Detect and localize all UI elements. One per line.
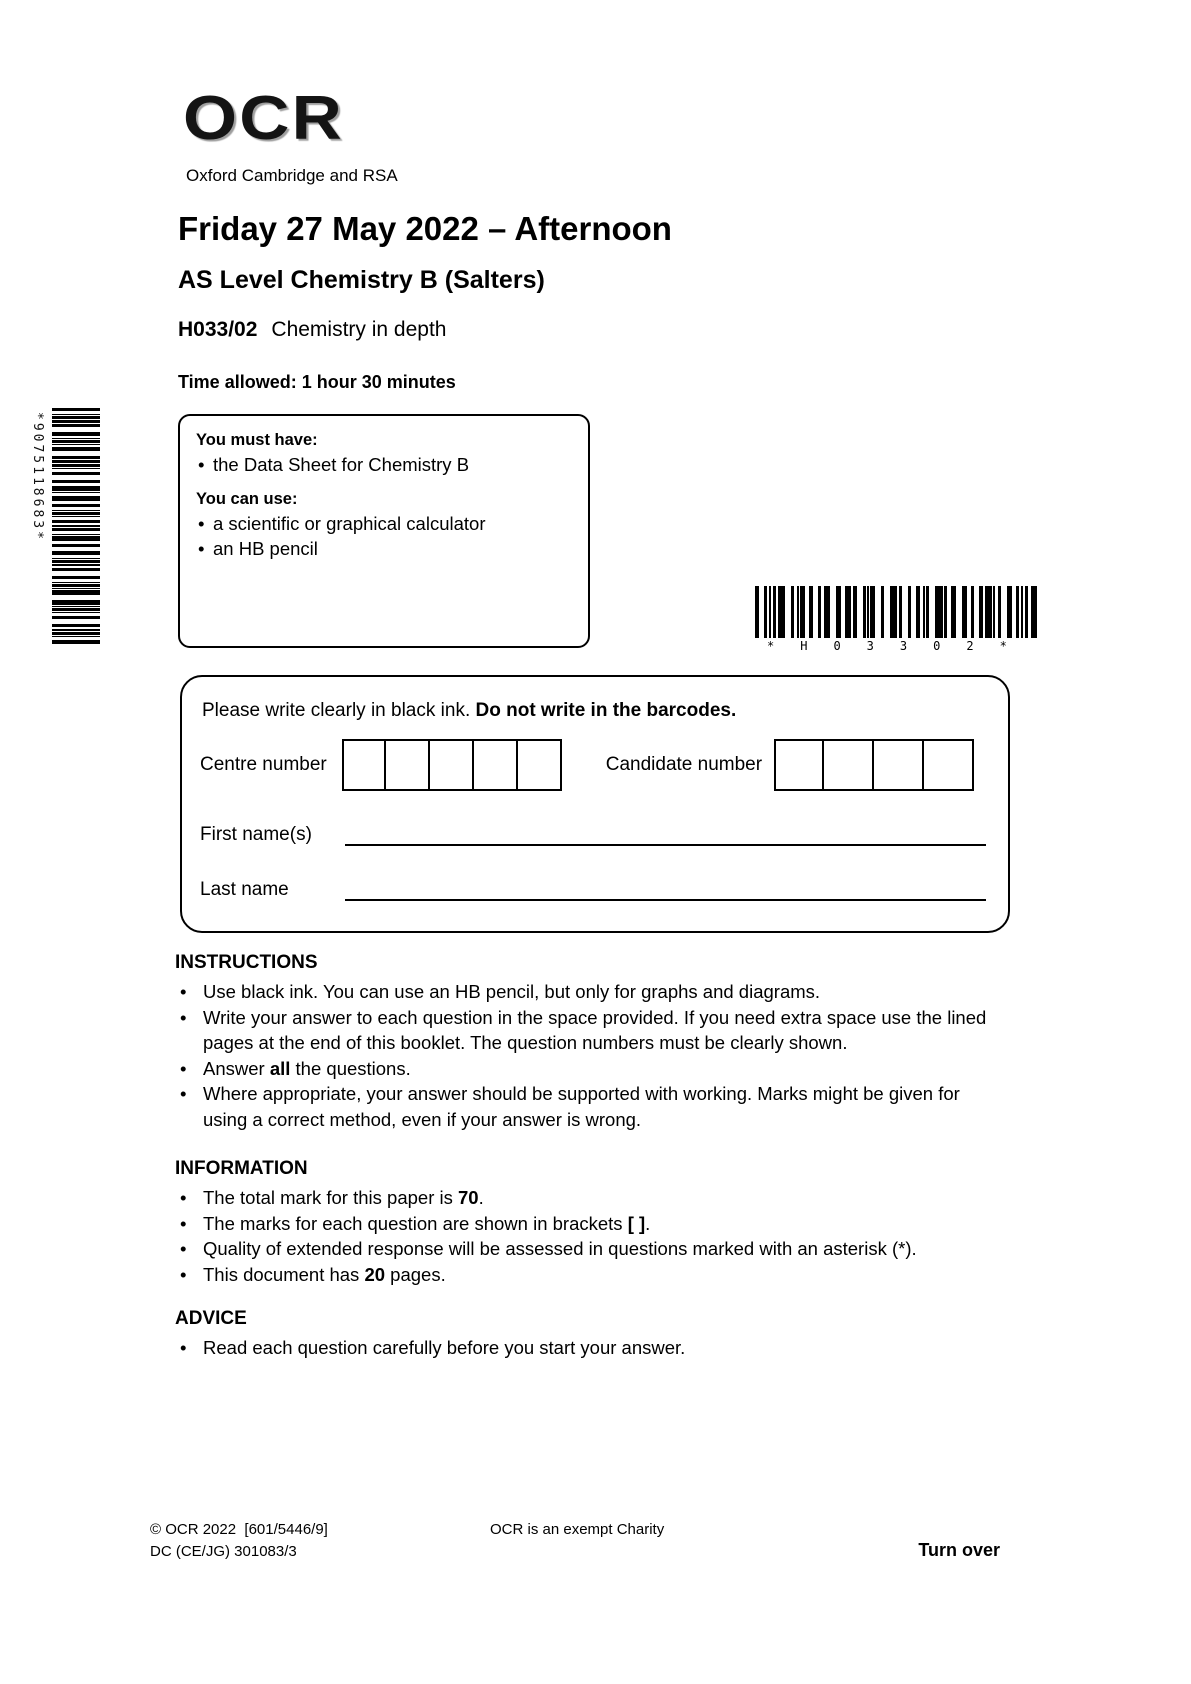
instructions-heading: INSTRUCTIONS — [175, 952, 318, 973]
dc-code-line: DC (CE/JG) 301083/3 — [150, 1543, 297, 1560]
paper-code: H033/02 — [178, 318, 258, 341]
qualification-title: AS Level Chemistry B (Salters) — [178, 266, 545, 294]
ocr-tagline: Oxford Cambridge and RSA — [186, 166, 398, 185]
footer-charity: OCR is an exempt Charity — [490, 1521, 665, 1538]
candidate-details-box — [180, 675, 1010, 933]
centre-number-label: Centre number — [200, 754, 327, 775]
paper-barcode — [755, 586, 1039, 653]
side-barcode-text: *9075118683* — [30, 412, 45, 542]
information-item: • The total mark for this paper is 70. — [175, 1185, 997, 1211]
number-cell[interactable] — [518, 739, 562, 791]
advice-section — [175, 1308, 997, 1361]
number-cell[interactable] — [824, 739, 874, 791]
last-name-field[interactable] — [345, 873, 986, 901]
information-item: • The marks for each question are shown in brackets [ ]. — [175, 1211, 997, 1237]
number-cell[interactable] — [924, 739, 974, 791]
can-use-item: • an HB pencil — [196, 536, 572, 562]
turn-over-label: Turn over — [918, 1540, 1000, 1560]
candidate-number-label: Candidate number — [605, 754, 763, 775]
can-use-item: • a scientific or graphical calculator — [196, 511, 572, 537]
must-have-heading: You must have: — [196, 431, 318, 449]
paper-code-line — [178, 318, 446, 342]
instruction-item: • Where appropriate, your answer should be supported with working. Marks might be given for using a correct method, even if your answer is wrong. — [175, 1081, 997, 1132]
black-ink-notice: Please write clearly in black ink. Do not write in the barcodes. — [202, 700, 737, 721]
footer-copyright — [150, 1519, 328, 1563]
number-cell[interactable] — [774, 739, 824, 791]
can-use-heading: You can use: — [196, 489, 298, 508]
information-section — [175, 1158, 997, 1287]
information-list — [175, 1185, 997, 1287]
must-have-list — [196, 452, 572, 478]
side-barcode-icon — [52, 408, 100, 645]
instructions-section — [175, 952, 997, 1132]
paper-barcode-icon — [755, 586, 1039, 638]
first-name-field[interactable] — [345, 818, 986, 846]
number-cell[interactable] — [474, 739, 518, 791]
instruction-item: • Write your answer to each question in the space provided. If you need extra space use the lined pages at the end of this booklet. The question numbers must be clearly shown. — [175, 1005, 997, 1056]
first-name-row — [200, 818, 990, 846]
information-item: • Quality of extended response will be assessed in questions marked with an asterisk (*). — [175, 1236, 997, 1262]
time-allowed: Time allowed: 1 hour 30 minutes — [178, 372, 456, 392]
last-name-label: Last name — [200, 879, 289, 900]
first-name-label: First name(s) — [200, 824, 312, 845]
candidate-number-cells — [774, 739, 974, 791]
information-item: • This document has 20 pages. — [175, 1262, 997, 1288]
instruction-item: • Answer all the questions. — [175, 1056, 997, 1082]
paper-barcode-text: *H03302* — [767, 639, 1033, 653]
ocr-logo: OCR — [183, 84, 345, 153]
last-name-row — [200, 873, 990, 901]
advice-list — [175, 1335, 997, 1361]
advice-item: • Read each question carefully before you start your answer. — [175, 1335, 997, 1361]
page-title-date: Friday 27 May 2022 – Afternoon — [178, 210, 672, 247]
number-cell[interactable] — [386, 739, 430, 791]
centre-number-cells — [342, 739, 562, 791]
number-cell[interactable] — [342, 739, 386, 791]
number-cell[interactable] — [430, 739, 474, 791]
copyright-line: © OCR 2022 [601/5446/9] — [150, 1521, 328, 1538]
paper-title: Chemistry in depth — [271, 318, 447, 341]
instructions-list — [175, 979, 997, 1132]
can-use-list — [196, 511, 572, 562]
number-row — [200, 739, 990, 791]
information-heading: INFORMATION — [175, 1158, 308, 1179]
must-have-item: • the Data Sheet for Chemistry B — [196, 452, 572, 478]
number-cell[interactable] — [874, 739, 924, 791]
advice-heading: ADVICE — [175, 1308, 247, 1329]
materials-box — [178, 414, 590, 648]
instruction-item: • Use black ink. You can use an HB pencil, but only for graphs and diagrams. — [175, 979, 997, 1005]
